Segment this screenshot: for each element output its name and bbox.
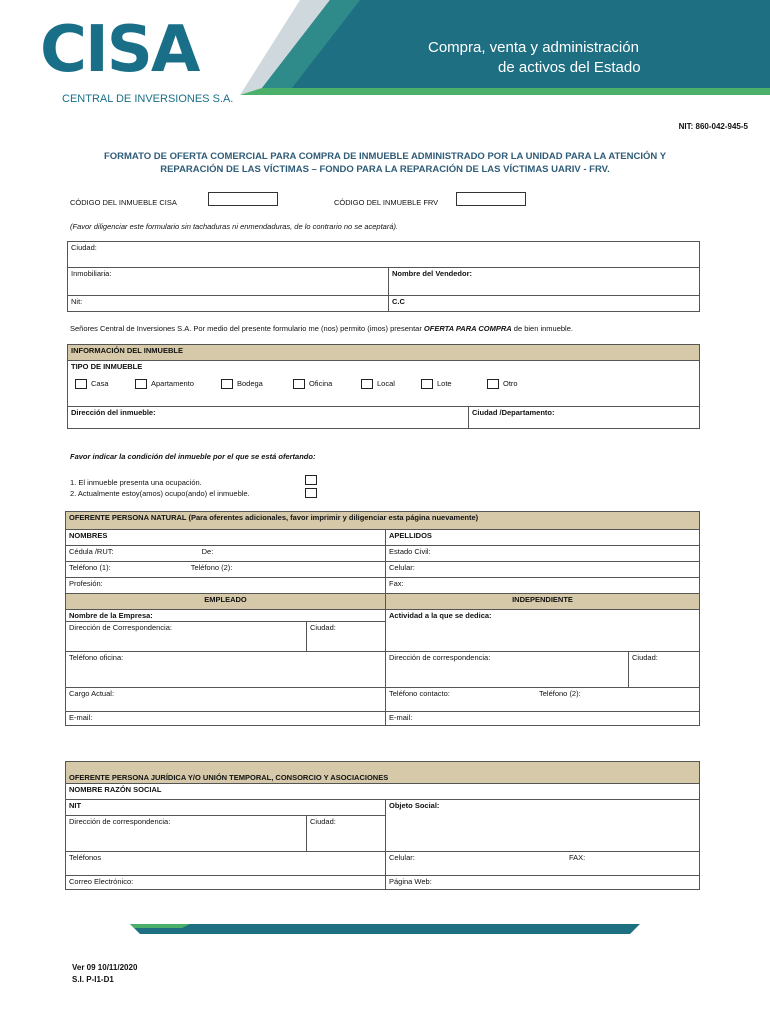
option-label: Casa xyxy=(91,379,109,388)
footer-bar xyxy=(130,924,640,934)
telefono-contacto-row[interactable] xyxy=(386,688,700,712)
cargo-field[interactable]: Cargo Actual: xyxy=(66,688,386,712)
direccion-corr-field[interactable]: Dirección de Correspondencia: xyxy=(66,622,307,652)
condition-option-2: 2. Actualmente estoy(amos) ocupo(ando) el inmueble. xyxy=(70,489,250,498)
option-casa[interactable] xyxy=(75,379,109,389)
tel2-ind-label: Teléfono (2): xyxy=(539,689,581,698)
condition-1-checkbox[interactable] xyxy=(305,475,317,485)
ciudad-emp-field[interactable]: Ciudad: xyxy=(307,622,386,652)
option-label: Local xyxy=(377,379,395,388)
ciudad-juridica-field[interactable]: Ciudad: xyxy=(307,816,386,852)
email-field[interactable]: E-mail: xyxy=(66,712,386,726)
checkbox-icon[interactable] xyxy=(221,379,233,389)
cc-field[interactable]: C.C xyxy=(389,296,700,312)
celular-label: Celular: xyxy=(389,853,415,862)
option-lote[interactable] xyxy=(421,379,452,389)
property-info-table xyxy=(67,344,700,429)
telefono-row[interactable] xyxy=(66,562,386,578)
codigo-cisa-input[interactable] xyxy=(208,192,278,206)
document-code: S.I. P-I1-D1 xyxy=(72,975,114,984)
codigo-cisa-label: CÓDIGO DEL INMUEBLE CISA xyxy=(70,198,177,207)
fax-field[interactable]: Fax: xyxy=(386,578,700,594)
version-text: Ver 09 10/11/2020 xyxy=(72,963,138,972)
natural-person-table xyxy=(65,511,700,726)
direccion-inmueble-field[interactable]: Dirección del inmueble: xyxy=(68,407,469,429)
web-field[interactable]: Página Web: xyxy=(386,876,700,890)
de-label: De: xyxy=(201,547,214,556)
inmobiliaria-field[interactable]: Inmobiliaria: xyxy=(68,268,389,296)
property-type-options xyxy=(71,371,696,399)
cedula-row[interactable] xyxy=(66,546,386,562)
property-info-header: INFORMACIÓN DEL INMUEBLE xyxy=(68,345,700,361)
checkbox-icon[interactable] xyxy=(293,379,305,389)
tel2-label: Teléfono (2): xyxy=(190,563,233,572)
empleado-header: EMPLEADO xyxy=(66,594,386,610)
empresa-field[interactable]: Nombre de la Empresa: xyxy=(66,610,386,622)
tel-contacto-label: Teléfono contacto: xyxy=(389,689,450,698)
ciudad-departamento-field[interactable]: Ciudad /Departamento: xyxy=(469,407,700,429)
option-otro[interactable] xyxy=(487,379,518,389)
codigo-frv-label: CÓDIGO DEL INMUEBLE FRV xyxy=(334,198,439,207)
option-label: Bodega xyxy=(237,379,263,388)
property-type-label: TIPO DE INMUEBLE xyxy=(71,362,143,371)
checkbox-icon[interactable] xyxy=(75,379,87,389)
intro-part-2: de bien inmueble. xyxy=(511,324,573,333)
tagline xyxy=(428,38,641,78)
telefonos-field[interactable]: Teléfonos xyxy=(66,852,386,876)
checkbox-icon[interactable] xyxy=(361,379,373,389)
apellidos-field[interactable]: APELLIDOS xyxy=(386,530,700,546)
tagline-line-2: de activos del Estado xyxy=(498,59,641,76)
intro-text xyxy=(70,324,573,333)
tel1-label: Teléfono (1): xyxy=(69,563,111,572)
condition-title: Favor indicar la condición del inmueble por el que se está ofertando: xyxy=(70,452,316,461)
direccion-corr-ind-field[interactable]: Dirección de correspondencia: xyxy=(386,652,629,688)
option-bodega[interactable] xyxy=(221,379,263,389)
nit-label: NIT: 860-042-945-5 xyxy=(678,122,748,131)
razon-social-field[interactable]: NOMBRE RAZÓN SOCIAL xyxy=(66,784,700,800)
independiente-header: INDEPENDIENTE xyxy=(386,594,700,610)
nombre-vendedor-field[interactable]: Nombre del Vendedor: xyxy=(389,268,700,296)
option-label: Otro xyxy=(503,379,518,388)
fax-label: FAX: xyxy=(569,853,586,862)
nit-juridica-field[interactable]: NIT xyxy=(66,800,386,816)
ciudad-field[interactable]: Ciudad: xyxy=(68,242,700,268)
form-title xyxy=(80,150,690,176)
nit-field[interactable]: Nit: xyxy=(68,296,389,312)
cisa-logo: CISA xyxy=(40,13,199,87)
logo-subtitle: CENTRAL DE INVERSIONES S.A. xyxy=(62,93,234,105)
correo-field[interactable]: Correo Electrónico: xyxy=(66,876,386,890)
tagline-line-1: Compra, venta y administración xyxy=(428,39,639,56)
condition-option-1: 1. El inmueble presenta una ocupación. xyxy=(70,478,202,487)
option-label: Apartamento xyxy=(151,379,194,388)
condition-2-checkbox[interactable] xyxy=(305,488,317,498)
option-local[interactable] xyxy=(361,379,395,389)
checkbox-icon[interactable] xyxy=(135,379,147,389)
option-label: Lote xyxy=(437,379,452,388)
natural-person-header: OFERENTE PERSONA NATURAL (Para oferentes adicionales, favor imprimir y diligenciar esta página nuevamente) xyxy=(66,512,700,530)
nombres-field[interactable]: NOMBRES xyxy=(66,530,386,546)
title-line-2: REPARACIÓN DE LAS VÍCTIMAS – FONDO PARA LA REPARACIÓN DE LAS VÍCTIMAS UARIV - FRV. xyxy=(160,164,610,175)
cedula-label: Cédula /RUT: xyxy=(69,547,114,556)
property-type-row xyxy=(68,361,700,407)
actividad-field[interactable]: Actividad a la que se dedica: xyxy=(386,610,700,652)
legal-entity-header: OFERENTE PERSONA JURÍDICA Y/O UNIÓN TEMPORAL, CONSORCIO Y ASOCIACIONES xyxy=(66,762,700,784)
direccion-juridica-field[interactable]: Dirección de correspondencia: xyxy=(66,816,307,852)
title-line-1: FORMATO DE OFERTA COMERCIAL PARA COMPRA DE INMUEBLE ADMINISTRADO POR LA UNIDAD PARA LA ATENCIÓN Y xyxy=(103,151,667,162)
intro-emphasis: OFERTA PARA COMPRA xyxy=(423,324,512,333)
celular-fax-row[interactable] xyxy=(386,852,700,876)
seller-table xyxy=(67,241,700,312)
telefono-oficina-field[interactable]: Teléfono oficina: xyxy=(66,652,386,688)
option-apartamento[interactable] xyxy=(135,379,194,389)
header-banner xyxy=(0,0,770,118)
email-ind-field[interactable]: E-mail: xyxy=(386,712,700,726)
instruction-note: (Favor diligenciar este formulario sin tachaduras ni enmendaduras, de lo contrario no se aceptará). xyxy=(70,222,399,231)
estado-civil-field[interactable]: Estado Civil: xyxy=(386,546,700,562)
ciudad-ind-field[interactable]: Ciudad: xyxy=(629,652,700,688)
codigo-frv-input[interactable] xyxy=(456,192,526,206)
option-label: Oficina xyxy=(309,379,333,388)
checkbox-icon[interactable] xyxy=(421,379,433,389)
celular-field[interactable]: Celular: xyxy=(386,562,700,578)
checkbox-icon[interactable] xyxy=(487,379,499,389)
objeto-social-field[interactable]: Objeto Social: xyxy=(386,800,700,852)
profesion-field[interactable]: Profesión: xyxy=(66,578,386,594)
condition-options xyxy=(70,477,250,499)
intro-part-1: Señores Central de Inversiones S.A. Por medio del presente formulario me (nos) permito (imos) presentar xyxy=(70,324,424,333)
footer-version xyxy=(72,962,137,986)
option-oficina[interactable] xyxy=(293,379,332,389)
legal-entity-table xyxy=(65,761,700,890)
